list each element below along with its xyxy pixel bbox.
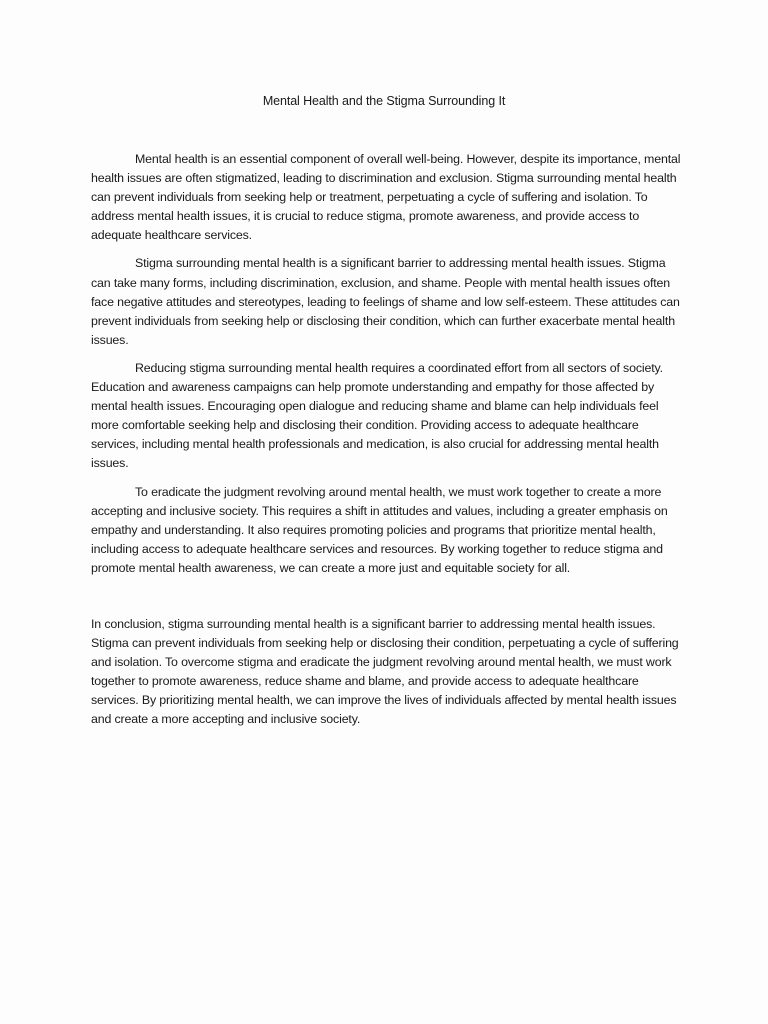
document-title: Mental Health and the Stigma Surrounding It xyxy=(262,94,506,108)
document-body xyxy=(91,150,681,739)
paragraph-intro: Mental health is an essential component of overall well-being. However, despite its importance, mental health issues are often stigmatized, leading to discrimination and exclusion. Stigma surrounding mental health can prevent individuals from seeking help or treatment, perpetuating a cycle of suffering and isolation. To address mental health issues, it is crucial to reduce stigma, promote awareness, and provide access to adequate healthcare services. xyxy=(91,152,681,243)
paragraph-eradicate-judgment: To eradicate the judgment revolving around mental health, we must work together to create a more accepting and inclusive society. This requires a shift in attitudes and values, including a greater emphasis on empathy and understanding. It also requires promoting policies and programs that prioritize mental health, including access to adequate healthcare services and resources. By working together to reduce stigma and promote mental health awareness, we can create a more just and equitable society for all. xyxy=(91,484,668,575)
paragraph-conclusion: In conclusion, stigma surrounding mental health is a significant barrier to addressing mental health issues. Stigma can prevent individuals from seeking help or disclosing their condition, perpetuating a cycle of suffering and isolation. To overcome stigma and eradicate the judgment revolving around mental health, we must work together to promote awareness, reduce shame and blame, and provide access to adequate healthcare services. By prioritizing mental health, we can improve the lives of individuals affected by mental health issues and create a more accepting and inclusive society. xyxy=(91,616,679,727)
paragraph-reducing-stigma: Reducing stigma surrounding mental health requires a coordinated effort from all sectors of society. Education and awareness campaigns can help promote understanding and empathy for those affected by mental health issues. Encouraging open dialogue and reducing shame and blame can help individuals feel more comfortable seeking help and disclosing their condition. Providing access to adequate healthcare services, including mental health professionals and medication, is also crucial for addressing mental health issues. xyxy=(91,360,663,471)
paragraph-stigma-barrier: Stigma surrounding mental health is a significant barrier to addressing mental health issues. Stigma can take many forms, including discrimination, exclusion, and shame. People with mental health issues often face negative attitudes and stereotypes, leading to feelings of shame and low self-esteem. These attitudes can prevent individuals from seeking help or disclosing their condition, which can further exacerbate mental health issues. xyxy=(91,256,680,347)
